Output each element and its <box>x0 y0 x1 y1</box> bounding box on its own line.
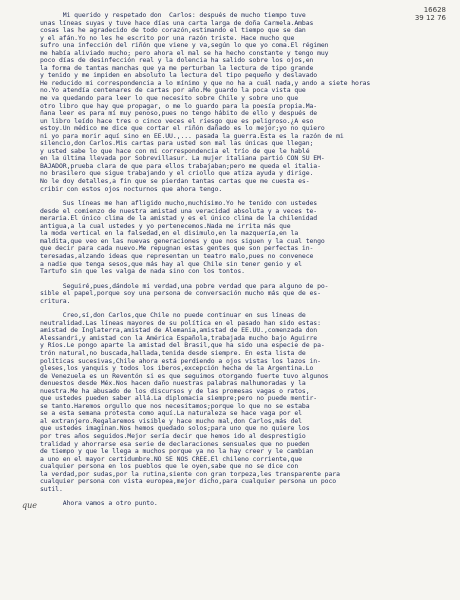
handwritten-margin-note: que <box>22 501 38 510</box>
text-line: que ustedes pueden saber allá.La diplomacia siempre;pero no puede mentir- <box>40 395 318 403</box>
paragraph-gap <box>40 276 452 283</box>
text-line: critura. <box>40 297 71 305</box>
text-line: por tres años seguidos.Mejor sería decir que hemos ido al desprestigio <box>40 432 306 440</box>
text-line: y Ríos.Le pongo aparte la amistad del Brasil,que ha sido una especie de pa- <box>40 342 325 350</box>
text-line: nuestra.Me ha abusado de los discursos y de las promesas vagas o ratos, <box>40 387 310 395</box>
text-line: sutil. <box>40 485 63 493</box>
text-line: ni yo para morir aquí sino en EE.UU.,... pasada la guerra.Esta es la razón de mi <box>40 132 344 140</box>
text-line: Ahora vamos a otro punto. <box>40 500 158 508</box>
text-line: cosas las he agradecido de todo corazón,estimando el tiempo que se dan <box>40 27 306 35</box>
text-line: la verdad,por sudas,por la rutina,siente con gran torpeza,les transparente para <box>40 470 340 478</box>
text-line: me había aliviado mucho; pero ahora el mal se ha hecho constante y tengo muy <box>40 49 329 57</box>
text-line: cribir con estos ojos nocturnos que ahora tengo. <box>40 185 223 193</box>
text-line: cualquier persona con vista europea,mejor dicho,para cualquier persona un poco <box>40 478 337 486</box>
text-line: en la última llevada por Sobrevillasur. La mujer italiana partió CON SU EM- <box>40 155 325 163</box>
text-line: y el afán.Yo no les he escrito por una razón triste. Hace mucho que <box>40 34 295 42</box>
text-line: sible el papel,porque soy una persona de conversación mucho más que de es- <box>40 290 321 298</box>
text-line: al extranjero.Regalaremos visible y hace mucho mal,don Carlos,más del <box>40 417 302 425</box>
text-line: teresadas,alzando ideas que representan un teatro malo,pues no convenece <box>40 252 314 260</box>
text-line: Tartufo sin que les valga de nada sino con los tontos. <box>40 268 245 276</box>
text-line: y tenido y me impiden en absoluto la lectura del tipo pequeño y deslavado <box>40 72 318 80</box>
text-line: un libro leído hace tres o cinco veces el riesgo que es peligroso.¿A eso <box>40 117 314 125</box>
text-line: trón natural,no buscada,hallada,tenida desde siempre. En esta lista de <box>40 349 306 357</box>
text-line: neutralidad.Las líneas mayores de su política en el pasado han sido estas: <box>40 319 321 327</box>
reference-line: 39 12 76 <box>414 14 446 22</box>
text-line: la forma de tantas manchas que ya me perturban la lectura de tipo grande <box>40 64 314 72</box>
text-line: que decir para cada nuevo.Me repugnan estas gentes que son perfectas in- <box>40 245 314 253</box>
text-line: estoy.Un médico me dice que cortar el riñón dañado es lo mejor;yo no quiero <box>40 125 325 133</box>
text-line: de tiempo y que le llega a muchos porque ya no la hay creer y le cambian <box>40 448 314 456</box>
text-line: de Venezuela es un Reventón si es que seguimos otorgando fuerte tuvo algunos <box>40 372 329 380</box>
paragraph-gap <box>40 493 452 500</box>
text-line: denuestos desde Méx.Nos hacen daño nuestras palabras malhumoradas y la <box>40 380 306 388</box>
text-line: amistad de Inglaterra,amistad de Alemania,amistad de EE.UU.,comenzada don <box>40 327 318 335</box>
text-line: políticas sucesivas,Chile ahora está perdiendo a ojos vistas los lazos in- <box>40 357 321 365</box>
text-line: me va quedando para leer lo que necesito sobre Chile y sobre uno que <box>40 95 299 103</box>
text-line: sufro una infección del riñón que viene y va,según lo que yo coma.El régimen <box>40 42 329 50</box>
letter-body <box>40 12 452 508</box>
text-line: no.Yo atendía centenares de cartas por año.Me guardo la poca vista que <box>40 87 306 95</box>
text-line: BAJADOR,prueba clara de que para ellos trabajaban;pero me queda el italia- <box>40 162 321 170</box>
text-line: Creo,sí,don Carlos,que Chile no puede continuar en sus líneas de <box>40 312 306 320</box>
paragraph <box>40 200 452 275</box>
text-line: maldita,que veo en las nuevas generaciones y que nos siguen y la cual tengo <box>40 237 325 245</box>
text-line: se tanto.Haremos orgullo que nos necesitamos;porque lo que no se estaba <box>40 402 310 410</box>
text-line: Seguiré,pues,dándole mi verdad,una pobre verdad que para alguno de po- <box>40 282 329 290</box>
text-line: meraria.El único clima de la amistad y es el único clima de la chilenidad <box>40 215 318 223</box>
paragraph-gap <box>40 305 452 312</box>
text-line: Mi querido y respetado don Carlos: después de mucho tiempo tuve <box>40 12 306 19</box>
text-line: la moda vertical en la falsedad,en el disimulo,en la mazquería,en la <box>40 230 299 238</box>
text-line: cualquier persona en los pueblos que le oyen,sabe que no se dice con <box>40 463 299 471</box>
text-line: se a esta semana protesta como aquí.La naturaleza se hace vaga por el <box>40 410 302 418</box>
text-line: y usted sabe lo que hace con mi correspondencia el trío de que le hablé <box>40 147 310 155</box>
text-line: tralidad y ahorrarse esa serie de declaraciones sensuales que no pueden <box>40 440 310 448</box>
paragraph <box>40 500 452 508</box>
paragraph <box>40 312 452 493</box>
text-line: No le doy detalles,a fin que se pierdan tantas cartas que me cuesta es- <box>40 178 310 186</box>
text-line: He reducido mi correspondencia a lo mínimo y que no ha a cuál nada,y ando a siete horas <box>40 79 371 87</box>
text-line: poco días de desinfección real y la dolencia ha salido sobre los ojos,en <box>40 57 314 65</box>
text-line: gleses,los yanquis y todos los iberos,excepción hecha de la Argentina.Lo <box>40 365 314 373</box>
reference-line: 16628 <box>423 6 446 14</box>
text-line: Alessandri,y amistad con la América Española,trabajada mucho bajo Aguirre <box>40 334 318 342</box>
text-line: silencio,don Carlos.Mis cartas para usted son mal las únicas que llegan; <box>40 140 314 148</box>
text-line: Sus líneas me han afligido mucho,muchísimo.Yo he tenido con ustedes <box>40 200 318 208</box>
paragraph-gap <box>40 193 452 200</box>
text-line: que ustedes imaginan.Nos hemos quedado solos;para uno que no quiere los <box>40 425 310 433</box>
text-line: otro libro que hay que propagar, o me lo guardo para la poesía propia.Ma- <box>40 102 318 110</box>
text-line: desde el comienzo de nuestra amistad una veracidad absoluta y a veces te- <box>40 207 318 215</box>
paragraph <box>40 12 452 193</box>
text-line: antigua,a la cual ustedes y yo pertenecemos.Nada me irrita más que <box>40 222 291 230</box>
paragraph <box>40 283 452 306</box>
text-line: no brasilero que sigue trabajando y el criollo que atiza ayuda y dirige. <box>40 170 314 178</box>
text-line: unas líneas suyas y tuve hace días una carta larga de doña Carmela.Ambas <box>40 19 314 27</box>
text-line: a uno en el mayor certidumbre.NO SE NOS CREE.El chileno corriente,que <box>40 455 302 463</box>
text-line: ñana leer es para mí muy penoso,pues no tengo hábito de ello y después de <box>40 110 318 118</box>
text-line: a nadie que tenga sesos,que más hay al que Chile sin tener genio y el <box>40 260 302 268</box>
